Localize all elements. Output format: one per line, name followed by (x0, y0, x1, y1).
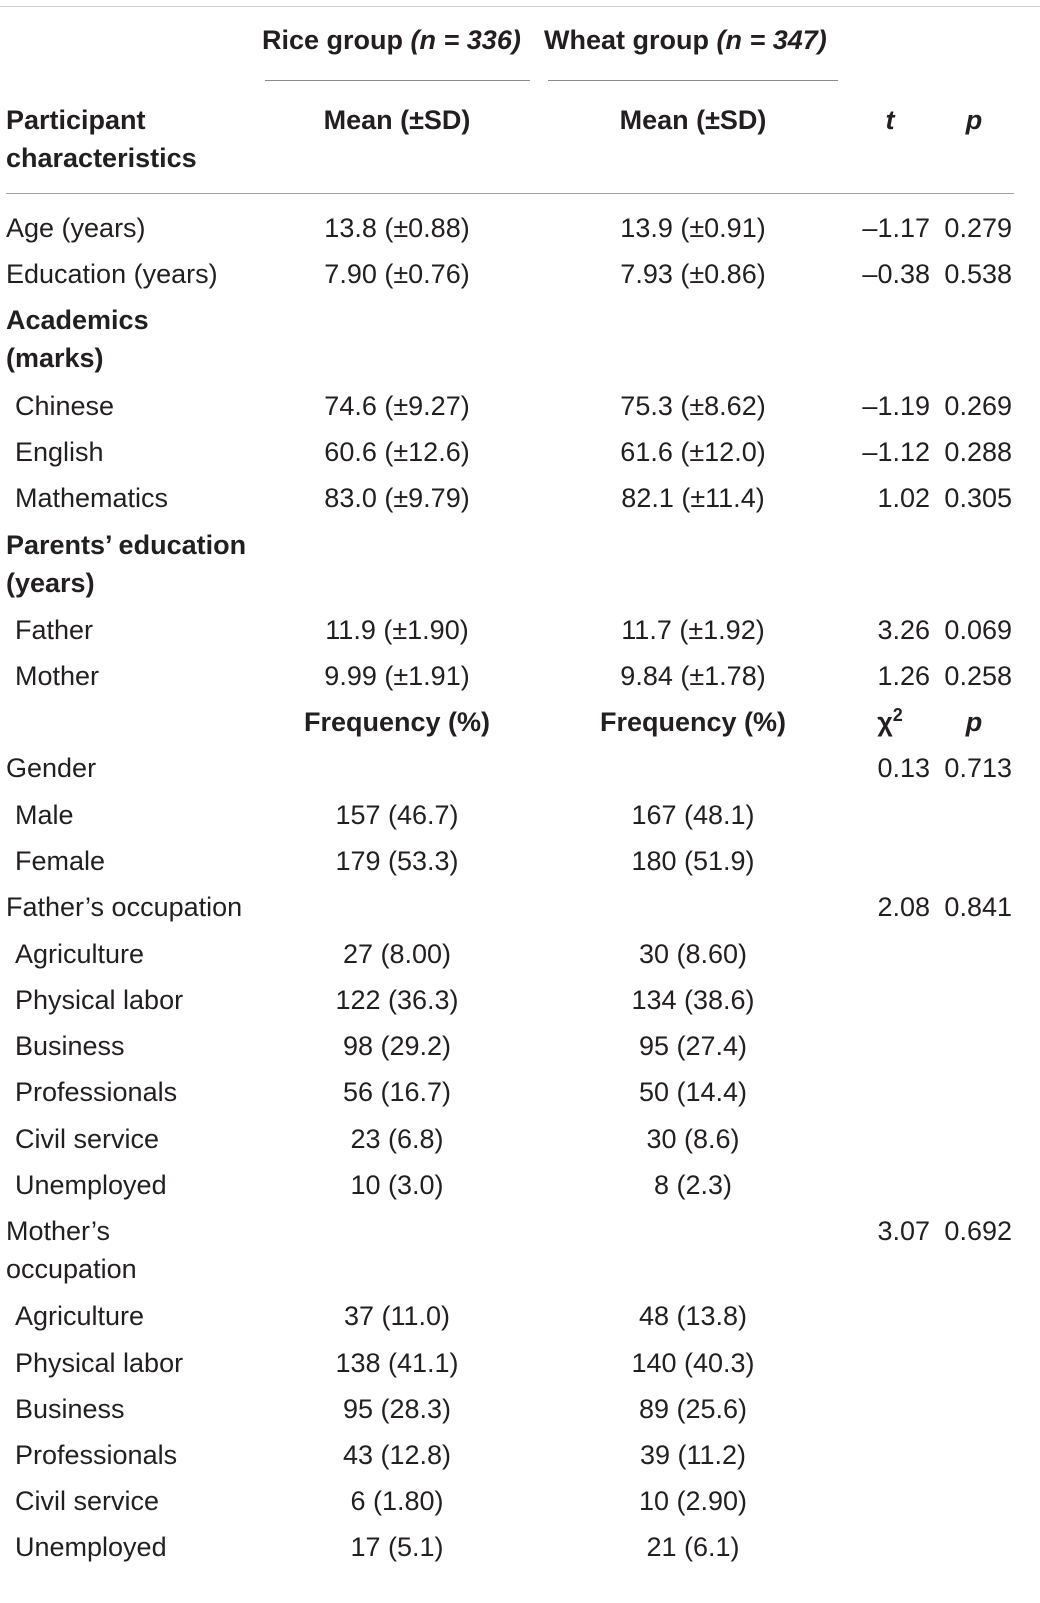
row-label: English (15, 437, 104, 467)
rice-group-n: (n = 336) (410, 25, 521, 55)
wheat-value: 13.9 (±0.91) (620, 213, 766, 243)
t-value: –1.12 (862, 437, 930, 467)
mother-occupation-heading: Mother’s occupation (6, 1216, 137, 1284)
row-label: Physical labor (15, 985, 184, 1015)
rice-value: 157 (46.7) (335, 800, 459, 830)
row-label: Father (15, 615, 94, 645)
wheat-group-label: Wheat group (544, 25, 709, 55)
wheat-value: 50 (14.4) (638, 1077, 748, 1107)
chi-square-value: 3.07 (877, 1216, 930, 1246)
wheat-mean-header: Mean (±SD) (619, 105, 767, 135)
wheat-frequency-header: Frequency (%) (599, 707, 787, 737)
wheat-value: 61.6 (±12.0) (620, 437, 766, 467)
wheat-value: 82.1 (±11.4) (621, 483, 765, 513)
chi-symbol: χ (877, 707, 893, 737)
rice-value: 122 (36.3) (335, 985, 459, 1015)
p-value: 0.258 (944, 661, 1012, 691)
rice-value: 11.9 (±1.90) (325, 615, 469, 645)
rice-value: 56 (16.7) (342, 1077, 452, 1107)
wheat-value: 10 (2.90) (638, 1486, 748, 1516)
wheat-value: 134 (38.6) (631, 985, 755, 1015)
row-label: Mother (15, 661, 100, 691)
p-value: 0.538 (944, 259, 1012, 289)
wheat-value: 30 (8.60) (638, 939, 748, 969)
p-value: 0.305 (944, 483, 1012, 513)
row-label: Female (15, 846, 106, 876)
wheat-value: 180 (51.9) (631, 846, 755, 876)
chi-square-value: 2.08 (877, 892, 930, 922)
wheat-value: 21 (6.1) (646, 1532, 740, 1562)
wheat-value: 167 (48.1) (631, 800, 755, 830)
row-label: Business (15, 1394, 125, 1424)
p-header: p (965, 707, 983, 737)
p-value: 0.841 (944, 892, 1012, 922)
wheat-value: 8 (2.3) (653, 1170, 733, 1200)
p-value: 0.713 (944, 753, 1012, 783)
t-value: 1.02 (877, 483, 930, 513)
top-rule (0, 6, 1040, 7)
rice-value: 138 (41.1) (335, 1348, 459, 1378)
wheat-value: 11.7 (±1.92) (621, 615, 765, 645)
p-value: 0.269 (944, 391, 1012, 421)
chi-square-value: 0.13 (877, 753, 930, 783)
gender-heading: Gender (6, 753, 97, 783)
header-rule (6, 193, 1014, 194)
wheat-value: 7.93 (±0.86) (620, 259, 766, 289)
rice-group-rule (265, 80, 530, 81)
t-value: 1.26 (877, 661, 930, 691)
row-label: Professionals (15, 1440, 178, 1470)
wheat-group-header (544, 22, 827, 58)
rice-value: 43 (12.8) (342, 1440, 452, 1470)
row-label: Education (years) (6, 259, 218, 289)
t-value: –1.17 (862, 213, 930, 243)
t-value: 3.26 (877, 615, 930, 645)
rice-value: 83.0 (±9.79) (324, 483, 470, 513)
rice-frequency-header: Frequency (%) (303, 707, 491, 737)
row-label: Civil service (15, 1486, 160, 1516)
rice-value: 95 (28.3) (342, 1394, 452, 1424)
rice-value: 6 (1.80) (350, 1486, 444, 1516)
wheat-value: 95 (27.4) (638, 1031, 748, 1061)
rice-value: 27 (8.00) (342, 939, 452, 969)
chi-superscript: 2 (892, 705, 903, 725)
characteristics-header: Participant characteristics (6, 105, 197, 173)
t-value: –1.19 (862, 391, 930, 421)
row-label: Physical labor (15, 1348, 184, 1378)
p-value: 0.279 (944, 213, 1012, 243)
rice-group-header (262, 22, 521, 58)
t-header: t (885, 105, 895, 135)
p-value: 0.069 (944, 615, 1012, 645)
parents-education-heading: Parents’ education (years) (6, 530, 247, 598)
rice-value: 10 (3.0) (350, 1170, 444, 1200)
row-label: Professionals (15, 1077, 178, 1107)
rice-value: 60.6 (±12.6) (324, 437, 470, 467)
chi-square-header (850, 703, 930, 741)
rice-value: 23 (6.8) (350, 1124, 444, 1154)
rice-value: 179 (53.3) (335, 846, 459, 876)
row-label: Civil service (15, 1124, 160, 1154)
rice-value: 9.99 (±1.91) (324, 661, 470, 691)
row-label: Agriculture (15, 939, 145, 969)
rice-value: 98 (29.2) (342, 1031, 452, 1061)
row-label: Chinese (15, 391, 115, 421)
wheat-group-n: (n = 347) (716, 25, 827, 55)
row-label: Agriculture (15, 1301, 145, 1331)
wheat-value: 89 (25.6) (638, 1394, 748, 1424)
father-occupation-heading: Father’s occupation (6, 892, 243, 922)
wheat-value: 140 (40.3) (631, 1348, 755, 1378)
rice-group-label: Rice group (262, 25, 404, 55)
wheat-value: 75.3 (±8.62) (620, 391, 766, 421)
wheat-value: 9.84 (±1.78) (620, 661, 766, 691)
wheat-group-rule (548, 80, 838, 81)
wheat-value: 30 (8.6) (646, 1124, 740, 1154)
t-value: –0.38 (862, 259, 930, 289)
p-value: 0.692 (944, 1216, 1012, 1246)
row-label: Male (15, 800, 74, 830)
p-header: p (965, 105, 983, 135)
row-label: Age (years) (6, 213, 146, 243)
rice-value: 37 (11.0) (343, 1301, 451, 1331)
p-value: 0.288 (944, 437, 1012, 467)
rice-value: 17 (5.1) (350, 1532, 444, 1562)
rice-mean-header: Mean (±SD) (323, 105, 471, 135)
rice-value: 7.90 (±0.76) (324, 259, 470, 289)
wheat-value: 48 (13.8) (638, 1301, 748, 1331)
rice-value: 74.6 (±9.27) (324, 391, 470, 421)
row-label: Unemployed (15, 1170, 167, 1200)
row-label: Business (15, 1031, 125, 1061)
academics-heading: Academics (marks) (6, 305, 149, 373)
row-label: Unemployed (15, 1532, 167, 1562)
rice-value: 13.8 (±0.88) (324, 213, 470, 243)
wheat-value: 39 (11.2) (639, 1440, 747, 1470)
row-label: Mathematics (15, 483, 169, 513)
